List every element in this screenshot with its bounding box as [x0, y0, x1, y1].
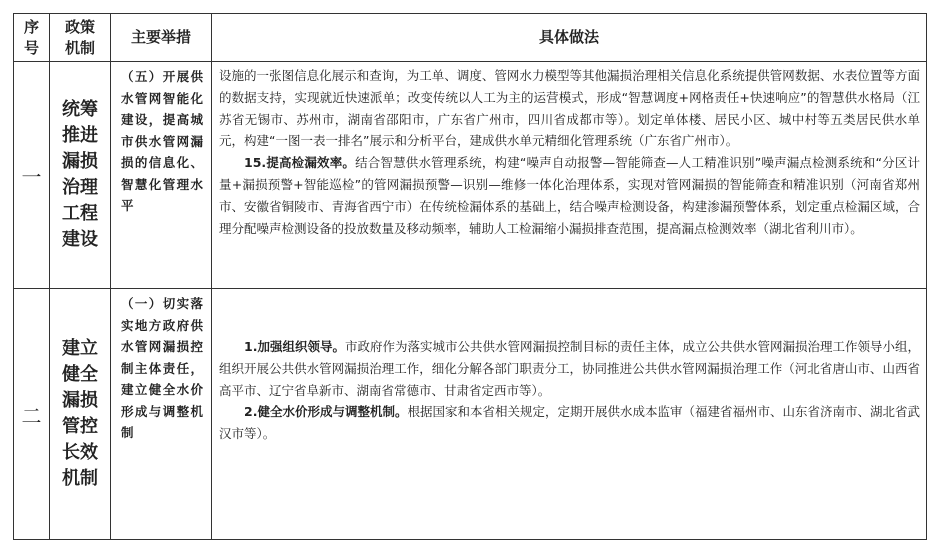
header-policy: 政策机制	[50, 14, 111, 62]
policy-line: 健全	[62, 364, 98, 385]
policy-line: 建立	[62, 338, 98, 359]
row-policy	[50, 289, 111, 540]
practice-paragraph: 设施的一张图信息化展示和查询，为工单、调度、管网水力模型等其他漏损治理相关信息化系统提供管网数据、水表位置等方面的数据支持，实现就近快速派单；改变传统以人工为主的运营模式，形成“智慧调度+网格责任+快速响应”的智慧供水格局（江苏省无锡市、苏州市，湖南省邵阳市，广东省广州市，四川省成都市等）。划定单体楼、居民小区、城中村等五类居民供水单元，构建“一图一表一排名”展示和分析平台，建成供水单元精细化管理系统（广东省广州市）。	[219, 68, 920, 149]
practice-paragraph	[219, 152, 920, 239]
policy-line: 工程	[62, 203, 98, 224]
row-seq: 一	[14, 62, 50, 289]
policy-table	[13, 13, 927, 540]
practice-item-body: 结合智慧供水管理系统，构建“噪声自动报警—智能筛查—人工精准识别”噪声漏点检测系统和“分区计量+漏损预警+智能巡检”的管网漏损预警—识别—维修一体化治理体系，实现对管网漏损的智能筛查和精准识别（河南省郑州市、安徽省铜陵市、青海省西宁市）在传统检漏体系的基础上，结合噪声检测设备，构建渗漏预警体系，划定重点检漏区域，合理分配噪声检测设备的投放数量及移动频率，辅助人工检漏缩小漏损排查范围，提高漏点检测效率（湖北省利川市）。	[219, 155, 920, 236]
table-row	[14, 289, 927, 540]
table-header-row	[14, 14, 927, 62]
policy-line: 统筹	[62, 99, 98, 120]
row-measure: （一）切实落实地方政府供水管网漏损控制主体责任，建立健全水价形成与调整机制	[111, 289, 212, 540]
header-practice: 具体做法	[212, 14, 927, 62]
row-practice	[212, 62, 927, 289]
policy-line: 管控	[62, 416, 98, 437]
practice-paragraph	[219, 336, 920, 401]
practice-item-title: 1.加强组织领导。	[244, 339, 345, 354]
practice-paragraph	[219, 401, 920, 445]
policy-line: 漏损	[62, 390, 98, 411]
practice-item-title: 15.提高检漏效率。	[244, 155, 356, 171]
practice-item-body: 市政府作为落实城市公共供水管网漏损控制目标的责任主体，成立公共供水管网漏损治理工作领导小组，组织开展公共供水管网漏损治理工作，细化分解各部门职责分工，协同推进公共供水管网漏损治理工作（河北省唐山市、山西省高平市、辽宁省阜新市、湖南省常德市、甘肃省定西市等）。	[219, 339, 920, 398]
row-policy	[50, 62, 111, 289]
header-measure: 主要举措	[111, 14, 212, 62]
policy-line: 推进	[62, 125, 98, 146]
policy-line: 机制	[62, 468, 98, 489]
row-seq: 二	[14, 289, 50, 540]
table-row	[14, 62, 927, 289]
policy-line: 治理	[62, 177, 98, 198]
row-practice	[212, 289, 927, 540]
policy-line: 建设	[62, 229, 98, 250]
header-seq: 序号	[14, 14, 50, 62]
policy-line: 长效	[62, 442, 98, 463]
policy-line: 漏损	[62, 151, 98, 172]
row-measure: （五）开展供水管网智能化建设，提高城市供水管网漏损的信息化、智慧化管理水平	[111, 62, 212, 289]
practice-item-body: 根据国家和本省相关规定，定期开展供水成本监审（福建省福州市、山东省济南市、湖北省武汉市等）。	[219, 404, 920, 442]
practice-item-title: 2.健全水价形成与调整机制。	[244, 404, 408, 420]
